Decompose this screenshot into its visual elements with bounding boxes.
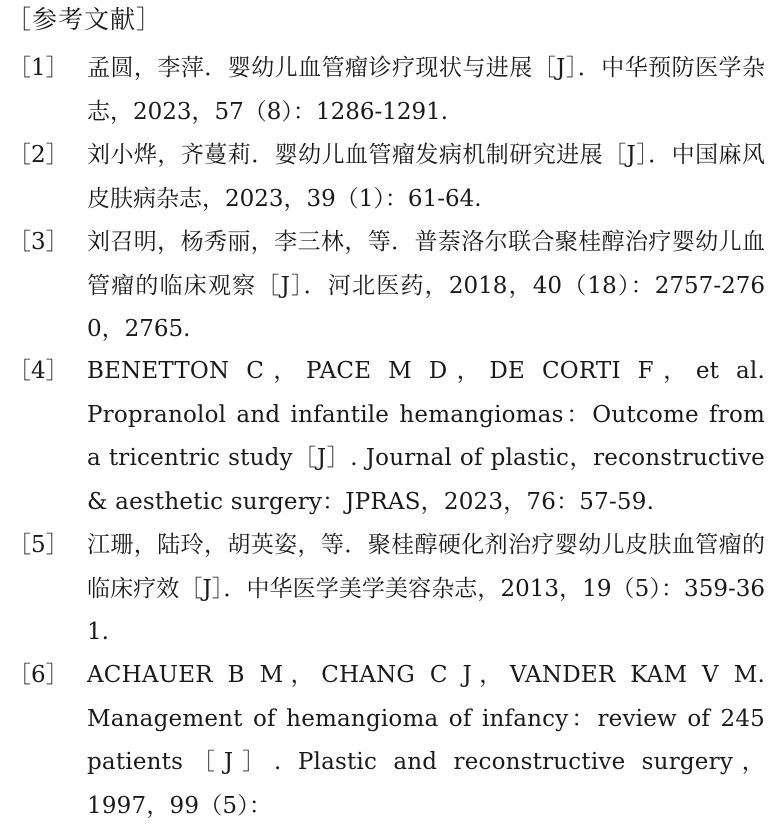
reference-number: ［6］ xyxy=(8,662,69,688)
reference-text: ACHAUER B M，CHANG C J，VANDER KAM V M. Management of hemangioma of infancy：review of 245 patients［J］. Plastic and reconstructive surgery，1997，99（5）： xyxy=(87,662,765,819)
reference-text: 孟圆，李萍．婴幼儿血管瘤诊疗现状与进展［J］．中华预防医学杂志，2023，57（8）：1286-1291. xyxy=(87,55,765,125)
reference-number: ［1］ xyxy=(8,55,69,81)
reference-text: 刘小烨，齐蔓莉．婴幼儿血管瘤发病机制研究进展［J］．中国麻风皮肤病杂志，2023，39（1）：61-64. xyxy=(87,142,765,212)
reference-text: BENETTON C，PACE M D，DE CORTI F，et al. Propranolol and infantile hemangiomas：Outcome from a tricentric study［J］. Journal of plastic，reconstructive & aesthetic surgery：JPRAS，2023，76：57-59. xyxy=(87,358,765,515)
reference-text: 刘召明，杨秀丽，李三林，等．普萘洛尔联合聚桂醇治疗婴幼儿血管瘤的临床观察［J］．河北医药，2018，40（18）：2757-2760，2765. xyxy=(87,229,765,342)
reference-number: ［3］ xyxy=(8,229,69,255)
reference-number: ［2］ xyxy=(8,142,69,168)
reference-number: ［4］ xyxy=(8,358,69,384)
reference-number: ［5］ xyxy=(8,532,69,558)
references-heading: ［参考文献］ xyxy=(6,5,163,34)
reference-text: 江珊，陆玲，胡英姿，等．聚桂醇硬化剂治疗婴幼儿皮肤血管瘤的临床疗效［J］．中华医学美学美容杂志，2013，19（5）：359-361. xyxy=(87,532,765,645)
